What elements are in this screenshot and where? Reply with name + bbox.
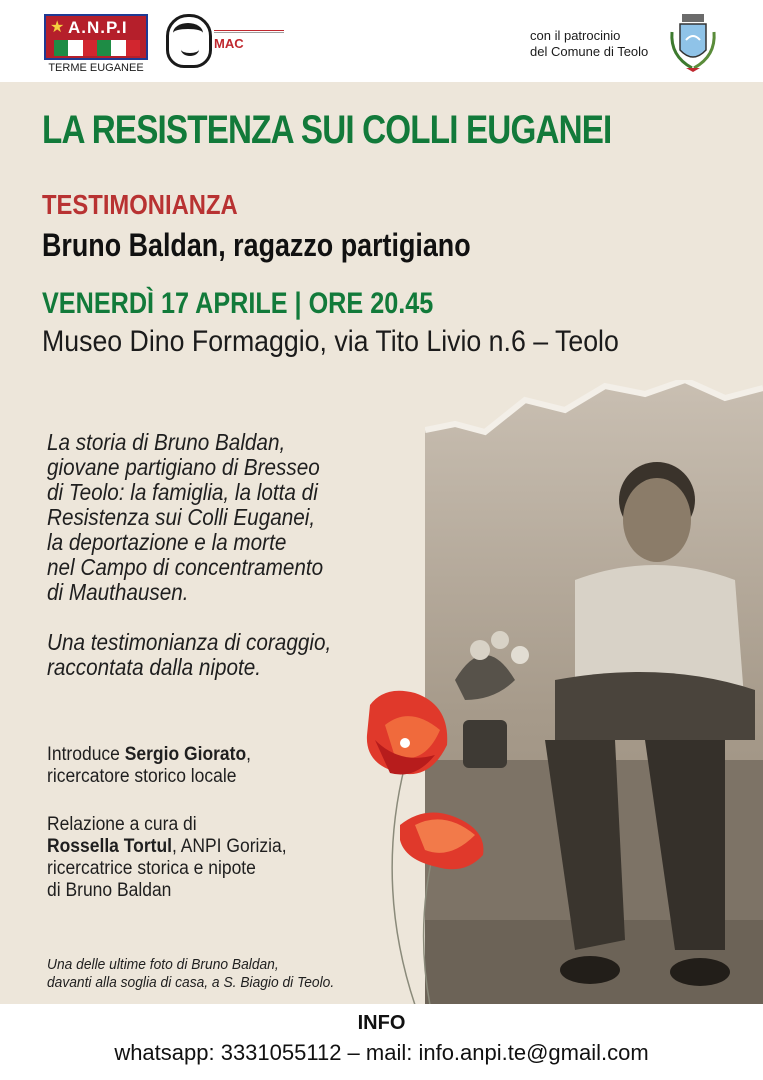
story-paragraph-1 — [47, 430, 331, 605]
caption-line-1: Una delle ultime foto di Bruno Baldan, — [47, 956, 279, 973]
story-line: la deportazione e la morte — [47, 529, 287, 555]
story-paragraph-2 — [47, 630, 331, 680]
story-line: Una testimonianza di coraggio, — [47, 629, 332, 655]
page-title: LA RESISTENZA SUI COLLI EUGANEI — [42, 108, 612, 152]
relazione-label: Relazione a cura di — [47, 814, 197, 835]
speakers-block — [47, 744, 287, 928]
speaker-name: Rossella Tortul — [47, 836, 172, 857]
speaker-role-line-1: ricercatrice storica e nipote — [47, 858, 256, 879]
mac-logo-text: MAC — [214, 36, 244, 51]
speaker-org: , ANPI Gorizia, — [171, 836, 287, 857]
contact-info: whatsapp: 3331055112 – mail: info.anpi.te@gmail.com — [114, 1040, 649, 1065]
anpi-logo — [44, 14, 148, 74]
anpi-logo-subtitle: TERME EUGANEE — [48, 62, 144, 74]
event-subtitle: Bruno Baldan, ragazzo partigiano — [42, 227, 471, 263]
teolo-coat-of-arms-icon — [666, 12, 720, 74]
portrait-sketch-icon — [166, 14, 212, 68]
italian-flag-icon — [54, 40, 140, 56]
photo-caption — [47, 956, 334, 992]
patrocinio-line-2: del Comune di Teolo — [530, 44, 649, 59]
patrocinio-line-1: con il patrocinio — [530, 28, 621, 43]
event-datetime: VENERDÌ 17 APRILE | ORE 20.45 — [42, 287, 434, 320]
anpi-logo-badge — [44, 14, 148, 60]
story-line: di Mauthausen. — [47, 579, 189, 605]
mac-logo-divider — [214, 30, 284, 33]
anpi-logo-text: A.N.P.I — [68, 18, 128, 37]
info-heading: INFO — [357, 1012, 406, 1034]
caption-line-2: davanti alla soglia di casa, a S. Biagio di Teolo. — [47, 974, 335, 991]
poppy-flowers-illustration — [355, 685, 505, 1005]
introducer-role: ricercatore storico locale — [47, 766, 237, 787]
story-line: di Teolo: la famiglia, la lotta di — [47, 479, 318, 505]
intro-prefix: Introduce — [47, 744, 125, 765]
story-line: raccontata dalla nipote. — [47, 654, 262, 680]
story-line: Resistenza sui Colli Euganei, — [47, 504, 316, 530]
story-line: nel Campo di concentramento — [47, 554, 324, 580]
introducer-name: Sergio Giorato — [124, 744, 247, 765]
event-kicker: TESTIMONIANZA — [42, 189, 238, 220]
speaker-role-line-2: di Bruno Baldan — [47, 880, 172, 901]
intro-suffix: , — [246, 744, 252, 765]
story-line: giovane partigiano di Bresseo — [47, 454, 320, 480]
star-icon: ★ — [50, 19, 65, 36]
speaker — [47, 814, 287, 902]
story-text — [47, 430, 331, 705]
event-venue: Museo Dino Formaggio, via Tito Livio n.6 – Teolo — [42, 325, 619, 358]
patrocinio-text — [530, 28, 648, 60]
introducer — [47, 744, 287, 788]
mac-logo — [166, 14, 286, 70]
story-line: La storia di Bruno Baldan, — [47, 429, 286, 455]
